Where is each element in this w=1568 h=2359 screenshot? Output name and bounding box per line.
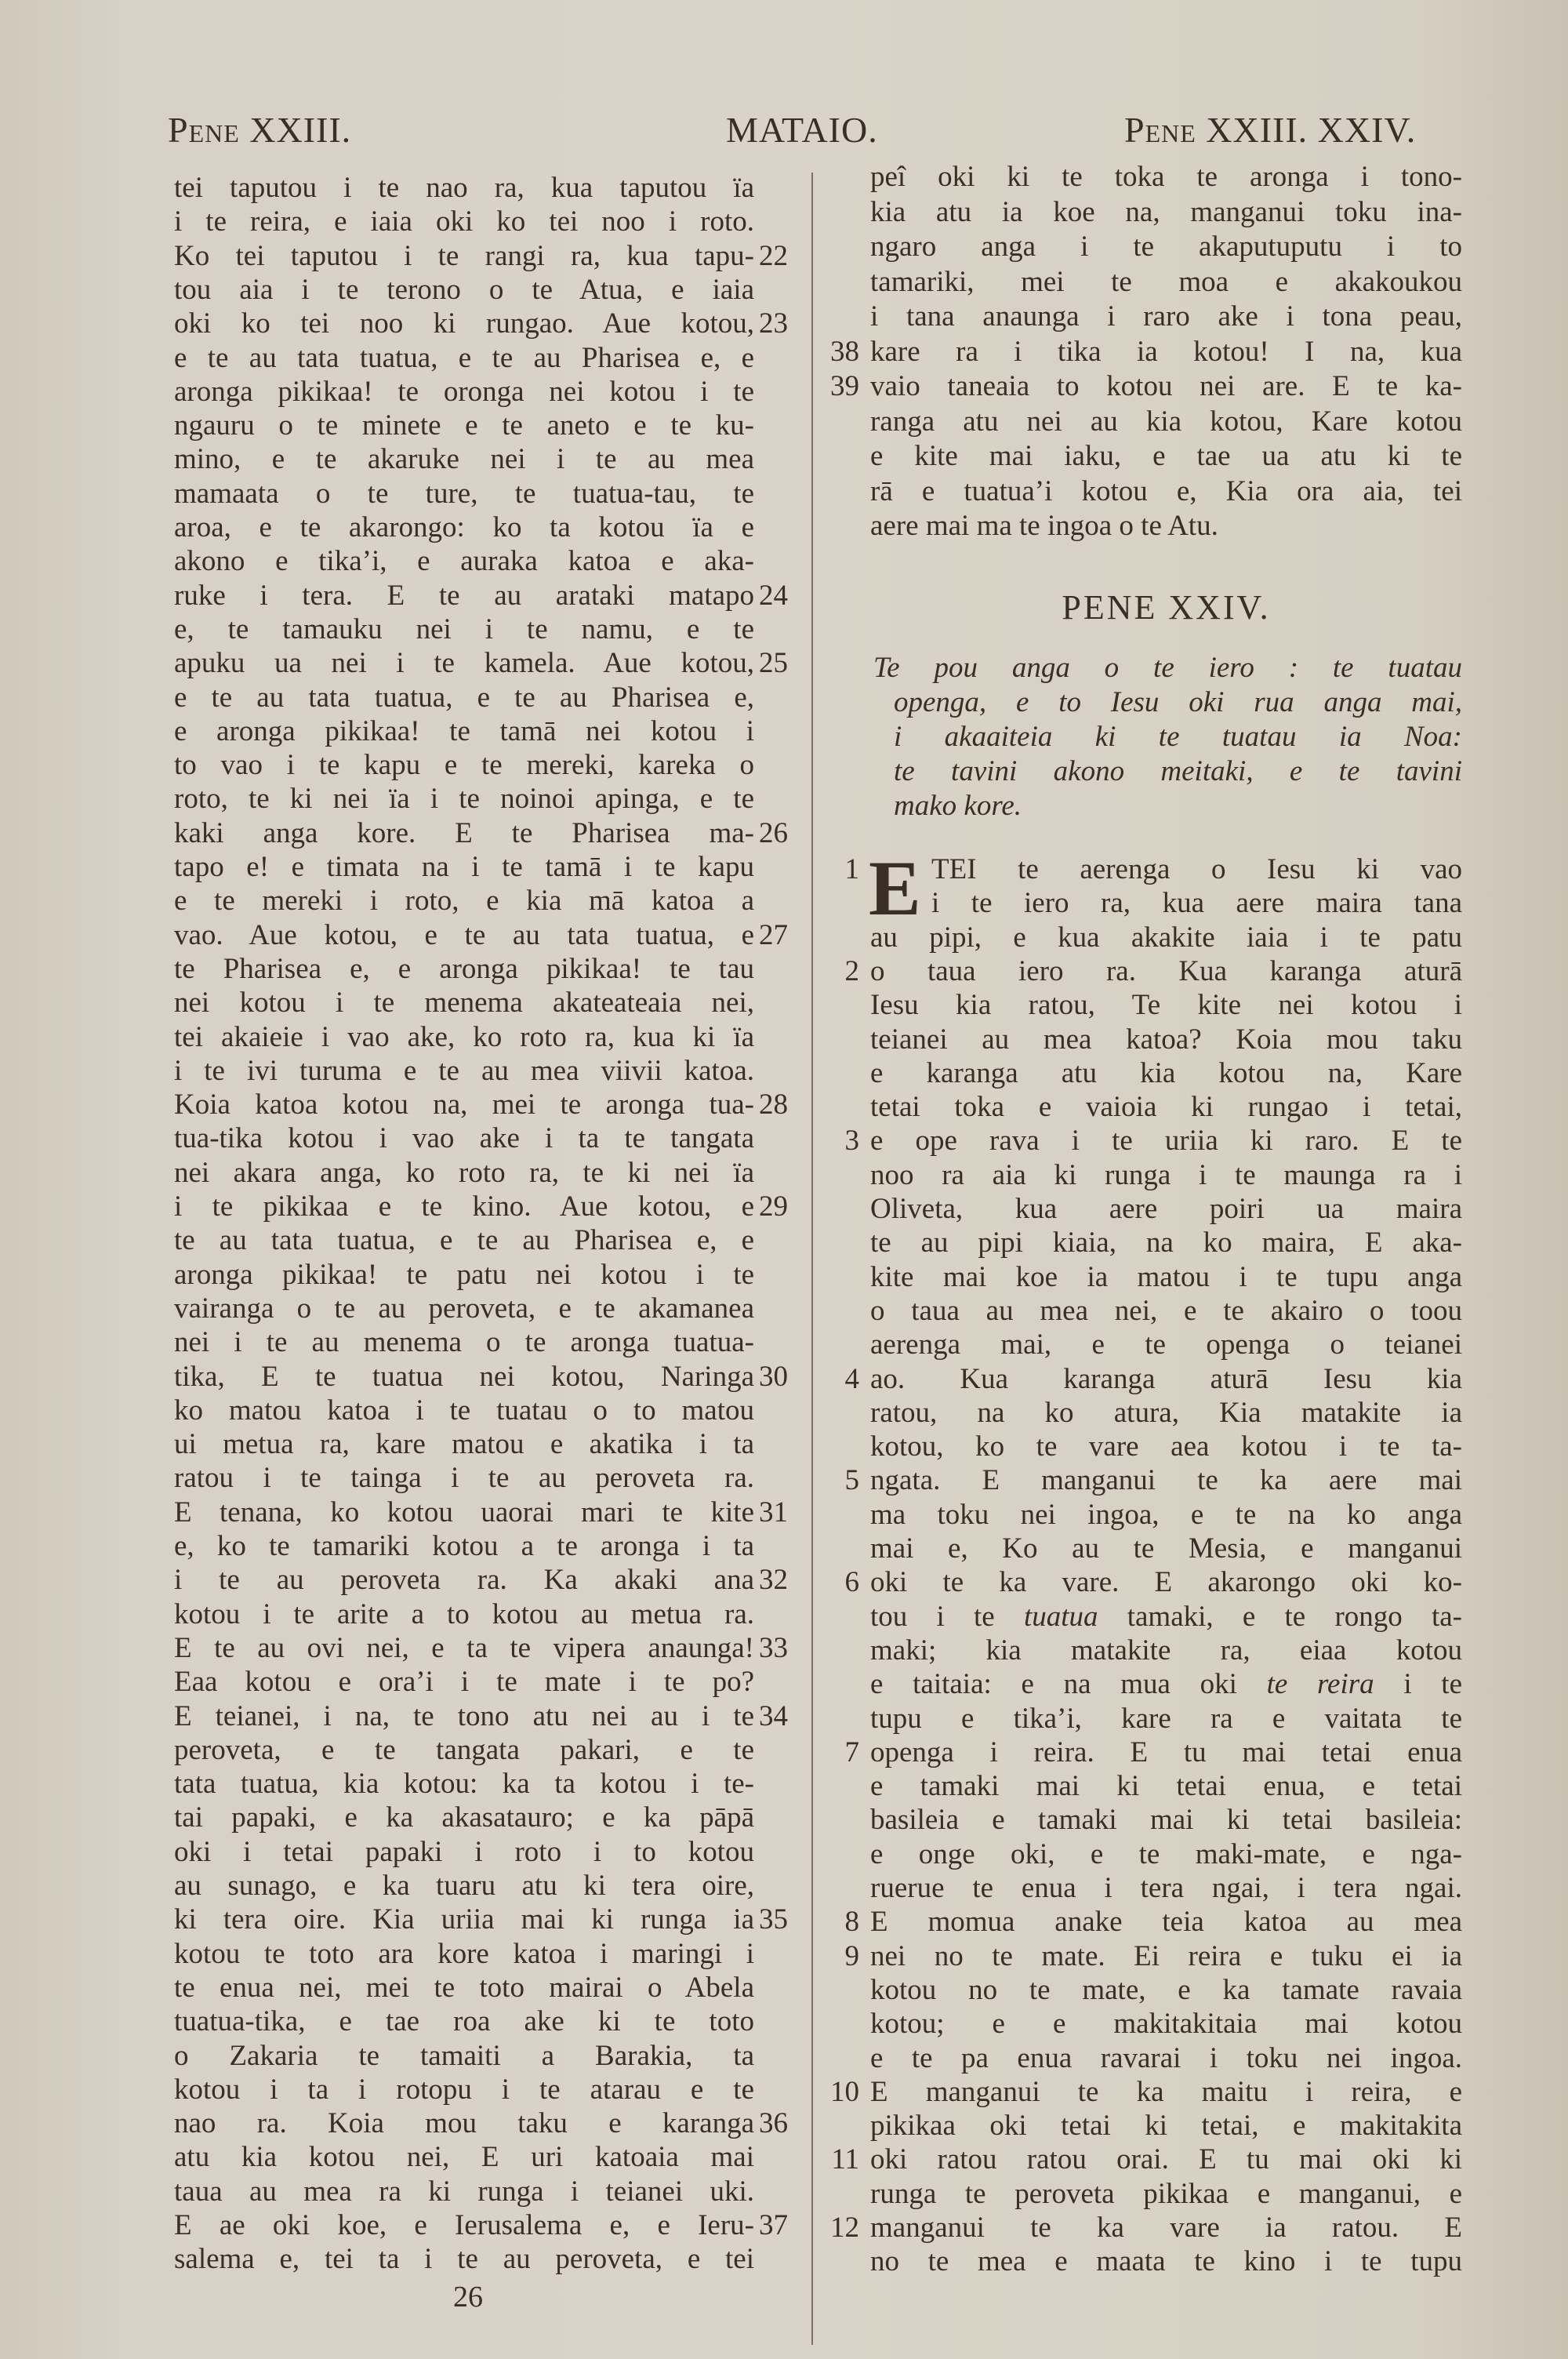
text-line <box>870 1600 1462 1634</box>
text-line: kare ra i tika ia kotou! I na, kua <box>870 335 1462 368</box>
text-line: vairanga o te au peroveta, e te akamanea <box>174 1292 754 1325</box>
text-line: runga te peroveta pikikaa e manganui, e <box>870 2177 1462 2210</box>
page-number: 26 <box>453 2281 483 2314</box>
chapter-summary-line: mako kore. <box>894 790 1022 822</box>
text-line: ratou, na ko atura, Kia matakite ia <box>870 1396 1462 1429</box>
verse-number: 31 <box>759 1496 788 1528</box>
text-line: o Zakaria te tamaiti a Barakia, ta <box>174 2039 754 2072</box>
verse-number: 28 <box>759 1089 788 1121</box>
verse-number: 8 <box>844 1906 859 1939</box>
verse-number: 1 <box>844 853 859 885</box>
chapter-heading: PENE XXIV. <box>1062 588 1271 627</box>
text-line: e te pa enua ravarai i toku nei ingoa. <box>870 2041 1462 2074</box>
text-line: tata tuatua, kia kotou: ka ta kotou i te- <box>174 1768 754 1801</box>
text-line: e karanga atu kia kotou na, Kare <box>870 1056 1462 1089</box>
text-line: salema e, tei ta i te au peroveta, e tei <box>174 2243 754 2276</box>
text-line: i te iero ra, kua aere maira tana <box>931 887 1462 920</box>
text-line: ui metua ra, kare matou e akatika i ta <box>174 1428 754 1461</box>
text-line: au pipi, e kua akakite iaia i te patu <box>870 921 1462 954</box>
text-line: aronga pikikaa! te oronga nei kotou i te <box>174 375 754 408</box>
text-line: te enua nei, mei te toto mairai o Abela <box>174 1971 754 2004</box>
verse-number: 29 <box>759 1190 788 1223</box>
text-line: E momua anake teia katoa au mea <box>870 1906 1462 1939</box>
text-line: nei kotou i te menema akateateaia nei, <box>174 987 754 1020</box>
verse-number: 38 <box>830 335 859 368</box>
text-line: nei i te au menema o te aronga tuatua- <box>174 1326 754 1359</box>
text-line: mamaata o te ture, te tuatua-tau, te <box>174 477 754 510</box>
text-line: akono e tika’i, e auraka katoa e aka- <box>174 545 754 578</box>
text-line: e aronga pikikaa! te tamā nei kotou i <box>174 714 754 747</box>
verse-number: 3 <box>844 1125 859 1158</box>
text-line: aronga pikikaa! te patu nei kotou i te <box>174 1258 754 1291</box>
text-line: te Pharisea e, e aronga pikikaa! te tau <box>174 952 754 985</box>
text-line: i tana anaunga i raro ake i tona peau, <box>870 300 1462 333</box>
text-line: E teianei, i na, te tono atu nei au i te <box>174 1699 754 1732</box>
text-line: roto, te ki nei ïa i te noinoi apinga, e te <box>174 783 754 816</box>
text-line: tupu e tika’i, kare ra e vaitata te <box>870 1702 1462 1735</box>
running-head-left: Pene XXIII. <box>168 110 352 150</box>
text-line: ratou i te tainga i te au peroveta ra. <box>174 1462 754 1495</box>
text-line: no te mea e maata te kino i te tupu <box>870 2245 1462 2278</box>
text-line: ngauru o te minete e te aneto e te ku- <box>174 409 754 442</box>
running-head-book-title: MATAIO. <box>726 110 878 150</box>
text-line: vaio taneaia to kotou nei are. E te ka- <box>870 370 1462 402</box>
chapter-summary-line: i akaaiteia ki te tuatau ia Noa: <box>894 721 1462 753</box>
text-line: maki; kia matakite ra, eiaa kotou <box>870 1634 1462 1667</box>
text-line: pikikaa oki tetai ki tetai, e makitakita <box>870 2110 1462 2143</box>
text-line: e, ko te tamariki kotou a te aronga i ta <box>174 1530 754 1562</box>
text-line: Ko tei taputou i te rangi ra, kua tapu- <box>174 239 754 272</box>
text-line: tai papaki, e ka akasatauro; e ka pāpā <box>174 1801 754 1834</box>
text-line: E manganui te ka maitu i reira, e <box>870 2075 1462 2108</box>
verse-number: 7 <box>844 1736 859 1768</box>
italic-text: te reira <box>1266 1668 1374 1701</box>
verse-number: 25 <box>759 647 788 680</box>
text-line: au sunago, e ka tuaru atu ki tera oire, <box>174 1870 754 1902</box>
verse-number: 37 <box>759 2209 788 2241</box>
text-line: mai e, Ko au te Mesia, e manganui <box>870 1532 1462 1565</box>
column-divider <box>811 173 813 2345</box>
verse-number: 30 <box>759 1360 788 1393</box>
text-line: atu kia kotou nei, E uri katoaia mai <box>174 2141 754 2174</box>
text-line: tapo e! e timata na i te tamā i te kapu <box>174 851 754 883</box>
text-line: i te au peroveta ra. Ka akaki ana <box>174 1564 754 1597</box>
verse-number: 10 <box>830 2075 859 2108</box>
chapter-summary-line: openga, e to Iesu oki rua anga mai, <box>894 686 1462 718</box>
text-line: i te ivi turuma e te au mea viivii katoa. <box>174 1054 754 1087</box>
text-line <box>870 1667 1462 1701</box>
text-line: Iesu kia ratou, Te kite nei kotou i <box>870 989 1462 1022</box>
text-line: e, te tamauku nei i te namu, e te <box>174 612 754 645</box>
text-line: ao. Kua karanga aturā Iesu kia <box>870 1362 1462 1395</box>
text-line: kotou i ta i rotopu i te atarau e te <box>174 2073 754 2106</box>
text-line: o taua au mea nei, e te akairo o toou <box>870 1294 1462 1327</box>
text-line: E te au ovi nei, e ta te vipera anaunga! <box>174 1631 754 1664</box>
verse-number: 22 <box>759 239 788 272</box>
text-line: i te reira, e iaia oki ko tei noo i roto. <box>174 205 754 238</box>
verse-number: 6 <box>844 1566 859 1599</box>
text-line: aerenga mai, e te openga o teianei <box>870 1329 1462 1361</box>
text-line: e ope rava i te uriia ki raro. E te <box>870 1125 1462 1158</box>
text-line: nei akara anga, ko roto ra, te ki nei ïa <box>174 1156 754 1189</box>
text-line: ma toku nei ingoa, e te na ko anga <box>870 1498 1462 1531</box>
text-line: aere mai ma te ingoa o te Atu. <box>870 510 1218 542</box>
text-line: ranga atu nei au kia kotou, Kare kotou <box>870 405 1462 438</box>
verse-number: 12 <box>830 2212 859 2244</box>
text-line: to vao i te kapu e te mereki, kareka o <box>174 749 754 782</box>
text-line: oki ratou ratou orai. E tu mai oki ki <box>870 2143 1462 2176</box>
text-line: noo ra aia ki runga i te maunga ra i <box>870 1158 1462 1191</box>
text-line: tei taputou i te nao ra, kua taputou ïa <box>174 172 754 204</box>
text-line: mino, e te akaruke nei i te au mea <box>174 443 754 476</box>
text-segment: tamaki, e te rongo ta- <box>1098 1600 1463 1633</box>
text-line: aroa, e te akarongo: ko ta kotou ïa e <box>174 511 754 543</box>
text-line: kotou te toto ara kore katoa i maringi i <box>174 1937 754 1970</box>
text-line: tuatua-tika, e tae roa ake ki te toto <box>174 2005 754 2038</box>
text-line: E ae oki koe, e Ierusalema e, e Ieru- <box>174 2209 754 2241</box>
text-line: kite mai koe ia matou i te tupu anga <box>870 1260 1462 1293</box>
verse-number: 33 <box>759 1631 788 1664</box>
text-line: te au pipi kiaia, na ko maira, E aka- <box>870 1227 1462 1259</box>
verse-number: 39 <box>830 370 859 402</box>
text-line: E tenana, ko kotou uaorai mari te kite <box>174 1496 754 1528</box>
text-line: o taua iero ra. Kua karanga aturā <box>870 954 1462 987</box>
text-line: Eaa kotou e ora’i i te mate i te po? <box>174 1666 754 1699</box>
verse-number: 11 <box>831 2143 859 2176</box>
text-line: e onge oki, e te maki-mate, e nga- <box>870 1837 1462 1870</box>
verse-number: 2 <box>844 954 859 987</box>
text-line: tou aia i te terono o te Atua, e iaia <box>174 273 754 306</box>
verse-number: 5 <box>844 1464 859 1497</box>
text-line: taua au mea ra ki runga i teianei uki. <box>174 2175 754 2208</box>
text-line: tamariki, mei te moa e akakoukou <box>870 265 1462 298</box>
text-line: tetai toka e vaioia ki rungao i tetai, <box>870 1091 1462 1124</box>
verse-number: 27 <box>759 918 788 951</box>
italic-text: tuatua <box>1023 1600 1098 1633</box>
text-line: vao. Aue kotou, e te au tata tuatua, e <box>174 918 754 951</box>
chapter-summary-line: Te pou anga o te iero : te tuatau <box>873 652 1462 684</box>
text-line: kotou; e e makitakitaia mai kotou <box>870 2008 1462 2041</box>
verse-number: 26 <box>759 816 788 849</box>
text-line: manganui te ka vare ia ratou. E <box>870 2212 1462 2244</box>
verse-number: 24 <box>759 579 788 612</box>
text-line: kotou no te mate, e ka tamate ravaia <box>870 1973 1462 2006</box>
text-segment: e taitaia: e na mua oki <box>870 1668 1267 1701</box>
text-line: e te mereki i roto, e kia mā katoa a <box>174 885 754 918</box>
text-line: openga i reira. E tu mai tetai enua <box>870 1736 1462 1768</box>
text-line: i te pikikaa e te kino. Aue kotou, e <box>174 1190 754 1223</box>
text-line: ki tera oire. Kia uriia mai ki runga ia <box>174 1903 754 1936</box>
verse-number: 36 <box>759 2107 788 2140</box>
verse-number: 23 <box>759 307 788 340</box>
verse-number: 9 <box>844 1939 859 1972</box>
text-line: ngaro anga i te akaputuputu i to <box>870 231 1462 263</box>
text-line: e tamaki mai ki tetai enua, e tetai <box>870 1770 1462 1803</box>
text-line: rā e tuatua’i kotou e, Kia ora aia, tei <box>870 474 1462 507</box>
text-line: teianei au mea katoa? Koia mou taku <box>870 1023 1462 1056</box>
text-line: basileia e tamaki mai ki tetai basileia: <box>870 1804 1462 1837</box>
text-line: oki ko tei noo ki rungao. Aue kotou, <box>174 307 754 340</box>
text-line: peroveta, e te tangata pakari, e te <box>174 1733 754 1766</box>
text-line: nao ra. Koia mou taku e karanga <box>174 2107 754 2140</box>
text-line: tei akaieie i vao ake, ko roto ra, kua ki ïa <box>174 1020 754 1053</box>
text-line: Oliveta, kua aere poiri ua maira <box>870 1193 1462 1225</box>
text-line: kaki anga kore. E te Pharisea ma- <box>174 816 754 849</box>
text-line: e kite mai iaku, e tae ua atu ki te <box>870 440 1462 472</box>
text-line: Koia katoa kotou na, mei te aronga tua- <box>174 1089 754 1121</box>
text-segment: i te <box>1374 1668 1462 1701</box>
text-line: kia atu ia koe na, manganui toku ina- <box>870 195 1462 228</box>
text-line: TEI te aerenga o Iesu ki vao <box>931 853 1462 885</box>
verse-number: 32 <box>759 1564 788 1597</box>
text-line: ngata. E manganui te ka aere mai <box>870 1464 1462 1497</box>
text-line: oki i tetai papaki i roto i to kotou <box>174 1835 754 1868</box>
chapter-summary-line: te tavini akono meitaki, e te tavini <box>894 755 1462 787</box>
text-line: e te au tata tuatua, e te au Pharisea e, e <box>174 341 754 374</box>
text-line: peî oki ki te toka te aronga i tono- <box>870 161 1462 193</box>
text-segment: tou i te <box>870 1600 1024 1633</box>
text-line: apuku ua nei i te kamela. Aue kotou, <box>174 647 754 680</box>
drop-cap: E <box>869 845 921 932</box>
verse-number: 4 <box>844 1362 859 1395</box>
text-line: ko matou katoa i te tuatau o to matou <box>174 1394 754 1427</box>
running-head-right: Pene XXIII. XXIV. <box>1124 110 1417 150</box>
verse-number: 35 <box>759 1903 788 1936</box>
text-line: ruerue te enua i tera ngai, i tera ngai. <box>870 1872 1462 1904</box>
text-line: nei no te mate. Ei reira e tuku ei ia <box>870 1939 1462 1972</box>
text-line: ruke i tera. E te au arataki matapo <box>174 579 754 612</box>
text-line: tika, E te tuatua nei kotou, Naringa <box>174 1360 754 1393</box>
text-line: te au tata tuatua, e te au Pharisea e, e <box>174 1224 754 1257</box>
text-line: kotou i te arite a to kotou au metua ra. <box>174 1598 754 1630</box>
text-line: tua-tika kotou i vao ake i ta te tangata <box>174 1122 754 1155</box>
text-line: oki te ka vare. E akarongo oki ko- <box>870 1566 1462 1599</box>
text-line: kotou, ko te vare aea kotou i te ta- <box>870 1430 1462 1463</box>
verse-number: 34 <box>759 1699 788 1732</box>
text-line: e te au tata tuatua, e te au Pharisea e, <box>174 681 754 714</box>
